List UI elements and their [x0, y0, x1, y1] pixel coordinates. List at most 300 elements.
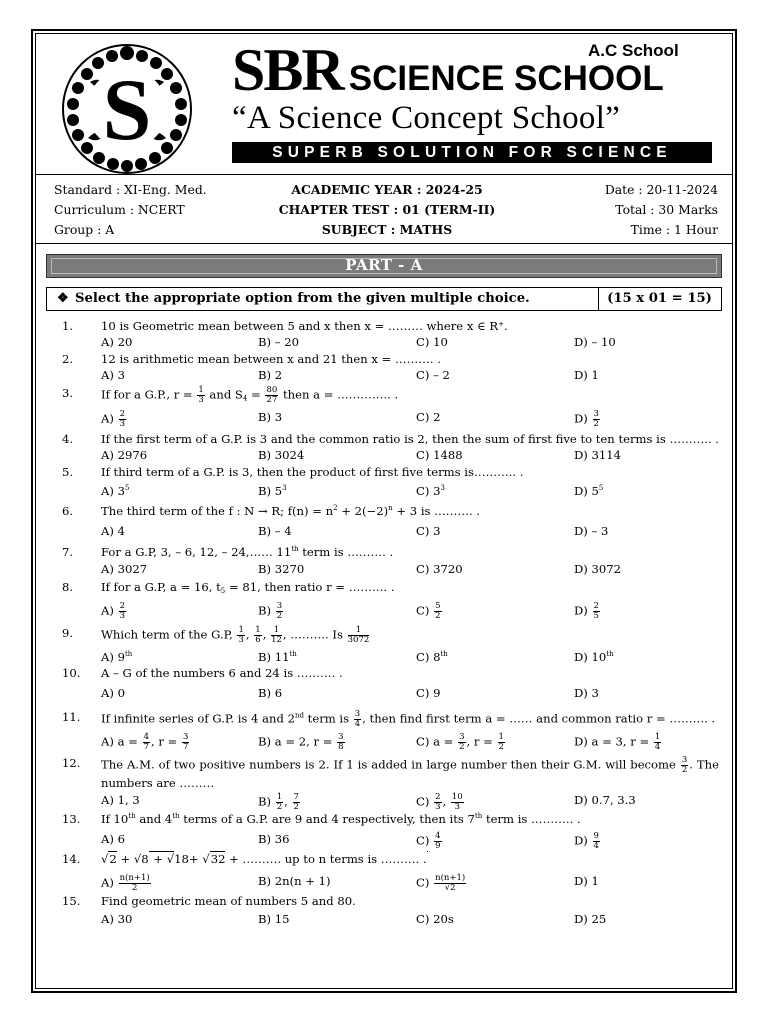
- text-run: A) 1, 3: [101, 793, 140, 807]
- option-text: B) 15: [258, 912, 290, 926]
- fraction-numerator: 3: [593, 409, 599, 419]
- fraction-numerator: 3: [681, 755, 688, 765]
- total-marks: Total : 30 Marks: [615, 202, 718, 217]
- text-run: D): [574, 603, 592, 618]
- text-run: ,: [245, 627, 254, 642]
- text-run: ,: [442, 794, 450, 809]
- fraction-numerator: 9: [593, 831, 599, 841]
- superscript: 3: [440, 484, 445, 492]
- answer-option: [574, 368, 599, 382]
- fraction: [271, 626, 282, 645]
- option-text: B) 3024: [258, 448, 305, 462]
- fraction-numerator: 3: [183, 732, 189, 742]
- answer-option: [416, 562, 463, 576]
- question-number: 12.: [62, 756, 81, 770]
- superscript: 5: [124, 484, 130, 492]
- square-root: [101, 852, 117, 866]
- superscript: th: [291, 545, 299, 553]
- fraction-numerator: 3: [338, 732, 344, 742]
- fraction: [276, 602, 283, 621]
- part-a-bar: [46, 254, 722, 278]
- exam-time: Time : 1 Hour: [630, 222, 718, 237]
- fraction-numerator: 3: [354, 709, 361, 719]
- instruction-text: Select the appropriate option from the given multiple choice.: [75, 291, 530, 306]
- fraction-denominator: 2: [498, 742, 504, 752]
- diamond-bullet-icon: ❖: [57, 291, 69, 306]
- text-run: term is ………. .: [298, 545, 394, 559]
- school-title: [232, 37, 664, 109]
- text-run: D): [574, 411, 592, 426]
- fraction-numerator: 2: [435, 792, 441, 802]
- option-text: D) 10: [574, 650, 607, 664]
- text-run: then a = ………….. .: [279, 387, 399, 402]
- option-text: B) 6: [258, 686, 283, 700]
- question-text: [101, 852, 428, 866]
- fraction: [348, 626, 370, 645]
- option-text: D) 25: [574, 912, 607, 926]
- fraction: [434, 602, 441, 621]
- text-run: + 2(−2): [337, 504, 389, 518]
- answer-option: [101, 562, 147, 576]
- option-text: B) 2: [258, 368, 283, 382]
- school-logo: [60, 42, 194, 176]
- fraction: [593, 832, 600, 851]
- text-run: A): [101, 875, 118, 890]
- question-text: [101, 812, 581, 826]
- answer-option: [416, 602, 443, 621]
- option-text: C) 1488: [416, 448, 463, 462]
- answer-option: [258, 368, 282, 382]
- fraction: [681, 756, 688, 775]
- fraction-denominator: 3: [198, 395, 204, 405]
- answer-option: [574, 562, 621, 576]
- answer-option: [101, 650, 132, 664]
- fraction: [434, 874, 466, 893]
- option-text: C) 9: [416, 686, 441, 700]
- answer-option: [101, 448, 147, 462]
- fraction-denominator: 2: [131, 883, 138, 893]
- option-text: B) 11: [258, 650, 290, 664]
- text-run: B) 36: [258, 832, 290, 846]
- answer-option: [258, 650, 297, 664]
- fraction-denominator: 2: [459, 742, 465, 752]
- text-run: C) 2: [416, 410, 441, 424]
- text-run: + ………. up to n terms is ………. .: [225, 852, 427, 866]
- text-run: If for a G.P., r =: [101, 387, 197, 402]
- group-label: Group : A: [54, 222, 115, 237]
- text-run: and S: [205, 387, 243, 402]
- text-run: + √: [116, 852, 142, 866]
- question-number: 2.: [62, 352, 74, 366]
- fraction-numerator: 2: [593, 601, 599, 611]
- answer-option: [258, 602, 284, 621]
- fraction: [593, 410, 600, 429]
- header-divider: [36, 174, 732, 175]
- section-marks: (15 x 01 = 15): [607, 291, 712, 306]
- option-text: C) 3720: [416, 562, 463, 576]
- fraction: [293, 793, 300, 812]
- fraction-numerator: 1: [654, 732, 661, 742]
- option-text: A) 20: [101, 335, 133, 349]
- answer-option: [101, 410, 127, 429]
- instruction-box: [46, 287, 722, 311]
- text-run: If infinite series of G.P. is 4 and 2: [101, 711, 295, 726]
- answer-option: [416, 793, 465, 812]
- text-run: A) a =: [101, 734, 142, 749]
- question-number: 15.: [62, 894, 81, 908]
- fraction-numerator: 3: [276, 601, 283, 611]
- answer-option: [258, 686, 282, 700]
- answer-option: [574, 793, 636, 807]
- fraction-numerator: 2: [119, 601, 126, 611]
- question-text: [101, 580, 395, 594]
- text-run: If 10: [101, 812, 129, 826]
- fraction-denominator: 2: [276, 611, 283, 621]
- fraction: [337, 733, 344, 752]
- superscript: n: [388, 504, 393, 512]
- superscript: nd: [294, 711, 304, 720]
- answer-option: [101, 793, 140, 807]
- fraction: [451, 793, 464, 812]
- answer-option: [574, 410, 601, 429]
- option-text: D) – 10: [574, 335, 616, 349]
- question-number: 11.: [62, 710, 81, 724]
- fraction: [254, 626, 261, 645]
- answer-option: [416, 448, 463, 462]
- question-text: 10 is Geometric mean between 5 and x then x = ……… where x ∈ R⁺.: [101, 319, 508, 333]
- fraction-numerator: 1: [198, 385, 204, 395]
- superscript: 5: [598, 484, 604, 492]
- question-number: 3.: [62, 386, 74, 400]
- option-text: A) 9: [101, 650, 125, 664]
- text-run: C): [416, 833, 434, 848]
- school-tagline: “A Science Concept School”: [232, 100, 621, 136]
- sqrt-symbol: √: [101, 852, 109, 866]
- option-text: C) 3: [416, 524, 441, 538]
- text-run: + 3 is ………. .: [392, 504, 480, 518]
- fraction-numerator: 5: [435, 601, 441, 611]
- option-text: A) 30: [101, 912, 133, 926]
- question-text: [101, 626, 370, 645]
- question-text: [101, 545, 393, 559]
- fraction: [265, 386, 278, 405]
- option-text: A) 0: [101, 686, 125, 700]
- text-run: , r =: [151, 734, 181, 749]
- answer-option: [258, 874, 331, 888]
- text-run: B) a = 2, r =: [258, 734, 337, 749]
- text-run: C) a =: [416, 734, 458, 749]
- text-run: D) a = 3, r =: [574, 734, 653, 749]
- question-number: 7.: [62, 545, 74, 559]
- fraction-denominator: 2: [435, 611, 441, 621]
- question-number: 13.: [62, 812, 81, 826]
- answer-option: [416, 410, 440, 424]
- square-root: [189, 852, 226, 866]
- fraction: [498, 733, 505, 752]
- superscript: 3: [282, 484, 287, 492]
- answer-option: [416, 832, 443, 851]
- text-run: C): [416, 794, 434, 809]
- svg-text:S: S: [102, 62, 152, 159]
- question-number: 14.: [62, 852, 81, 866]
- option-text: D) 1: [574, 368, 599, 382]
- option-text: D) – 3: [574, 524, 609, 538]
- fraction-denominator: 2: [681, 765, 688, 775]
- text-run: Which term of the G.P,: [101, 627, 237, 642]
- text-run: =: [247, 387, 265, 402]
- text-run: term is: [303, 711, 353, 726]
- fraction: [197, 386, 204, 405]
- fraction-denominator: 3: [238, 635, 244, 645]
- option-text: C) 10: [416, 335, 448, 349]
- text-run: D): [574, 833, 592, 848]
- school-short-name: SBR: [232, 37, 343, 103]
- option-text: B) – 20: [258, 335, 299, 349]
- text-run: = 81, then ratio r = ………. .: [225, 580, 395, 594]
- fraction-denominator: 12: [271, 635, 282, 645]
- text-run: , ………. Is: [282, 627, 347, 642]
- answer-option: [416, 368, 450, 382]
- answer-option: [574, 912, 606, 926]
- text-run: For a G.P, 3, – 6, 12, – 24,…… 11: [101, 545, 292, 559]
- fraction: [182, 733, 189, 752]
- standard-label: Standard : XI-Eng. Med.: [54, 182, 207, 197]
- fraction-numerator: 3: [459, 732, 465, 742]
- option-text: C) 3: [416, 484, 441, 498]
- text-run: The A.M. of two positive numbers is 2. If 1 is added in large number then their G.M. will become: [101, 757, 680, 772]
- fraction-denominator: 27: [266, 395, 278, 405]
- fraction-numerator: 1: [348, 626, 370, 636]
- answer-option: [101, 832, 125, 846]
- superscript: th: [128, 812, 136, 820]
- option-text: A) 3: [101, 484, 125, 498]
- answer-option: [574, 874, 599, 888]
- text-run: D) 0.7, 3.3: [574, 793, 636, 807]
- question-number: 1.: [62, 319, 74, 333]
- text-run: B) 3: [258, 410, 283, 424]
- curriculum-label: Curriculum : NCERT: [54, 202, 185, 217]
- answer-option: [101, 335, 132, 349]
- question-text: [101, 386, 398, 405]
- question-number: 4.: [62, 432, 74, 446]
- question-number: 8.: [62, 580, 74, 594]
- subscript: 5: [220, 587, 226, 595]
- answer-option: [101, 686, 125, 700]
- answer-option: [258, 832, 289, 846]
- fraction-denominator: 3: [119, 419, 126, 429]
- fraction: [143, 733, 150, 752]
- fraction-numerator: 4: [435, 831, 441, 841]
- answer-option: [416, 484, 445, 498]
- question-text: [101, 756, 719, 792]
- square-root: [427, 852, 428, 866]
- text-run: ,: [262, 627, 271, 642]
- info-divider: [36, 243, 732, 244]
- answer-option: [574, 335, 616, 349]
- answer-option: [416, 874, 467, 893]
- answer-option: [416, 650, 448, 664]
- fraction-denominator: 7: [143, 742, 149, 752]
- text-run: If for a G.P, a = 16, t: [101, 580, 221, 594]
- text-run: and 4: [135, 812, 173, 826]
- superscript: th: [474, 812, 483, 820]
- question-number: 6.: [62, 504, 74, 518]
- option-text: B) – 4: [258, 524, 292, 538]
- text-run: A): [101, 603, 118, 618]
- option-text: D) 3: [574, 686, 599, 700]
- fraction-denominator: 3: [454, 802, 461, 812]
- branch-name: A.C School: [588, 41, 679, 60]
- fraction-denominator: 2: [293, 802, 299, 812]
- fraction-numerator: 1: [238, 625, 244, 635]
- exam-date: Date : 20-11-2024: [604, 182, 718, 197]
- text-run: B) 2n(n + 1): [258, 874, 331, 888]
- question-text: If third term of a G.P. is 3, then the product of first five terms is……….. .: [101, 465, 524, 479]
- sqrt-symbol: 8: [141, 852, 149, 866]
- fraction-denominator: 6: [255, 635, 261, 645]
- fraction: [237, 626, 244, 645]
- answer-option: [574, 686, 599, 700]
- school-name-rest: SCIENCE SCHOOL: [348, 59, 664, 98]
- fraction-denominator: 3: [435, 802, 441, 812]
- text-run: , then find first term a = …… and common ratio r = ………. .: [362, 711, 716, 726]
- sqrt-radicand: + √: [149, 852, 175, 866]
- answer-option: [574, 650, 614, 664]
- text-run: C): [416, 603, 434, 618]
- question-text: [101, 504, 480, 518]
- question-text: A – G of the numbers 6 and 24 is ………. .: [101, 666, 343, 680]
- answer-option: [258, 912, 289, 926]
- fraction: [119, 602, 126, 621]
- text-run: B): [258, 794, 275, 809]
- answer-option: [416, 912, 454, 926]
- subscript: 4: [242, 394, 248, 403]
- option-text: D) 3072: [574, 562, 622, 576]
- option-text: B) 3270: [258, 562, 305, 576]
- answer-option: [258, 793, 301, 812]
- option-text: A) 3: [101, 368, 125, 382]
- superscript: th: [172, 812, 180, 820]
- fraction-denominator: 2: [593, 419, 599, 429]
- fraction: [434, 832, 441, 851]
- text-run: terms of a G.P. are 9 and 4 respectively, then its 7: [179, 812, 475, 826]
- fraction: [654, 733, 661, 752]
- answer-option: [574, 524, 608, 538]
- text-run: A) 6: [101, 832, 125, 846]
- text-run: C): [416, 875, 434, 890]
- fraction-denominator: 5: [593, 611, 599, 621]
- sqrt-radicand: 2: [109, 852, 117, 866]
- superscript: th: [440, 650, 448, 658]
- question-text: [101, 710, 715, 729]
- text-run: A): [101, 411, 118, 426]
- fraction-denominator: √2: [444, 883, 456, 893]
- answer-option: [101, 524, 125, 538]
- option-text: C) 8: [416, 650, 441, 664]
- fraction: [593, 602, 600, 621]
- option-text: A) 4: [101, 524, 125, 538]
- answer-option: [258, 448, 304, 462]
- text-run: D) 1: [574, 874, 599, 888]
- answer-option: [574, 733, 662, 752]
- question-number: 5.: [62, 465, 74, 479]
- answer-option: [101, 874, 152, 893]
- fraction-denominator: 9: [435, 841, 441, 851]
- answer-option: [258, 410, 282, 424]
- fraction-numerator: n(n+1): [119, 873, 150, 883]
- question-text: 12 is arithmetic mean between x and 21 then x = ………. .: [101, 352, 441, 366]
- option-text: D) 3114: [574, 448, 622, 462]
- fraction-numerator: 1: [498, 732, 504, 742]
- option-text: A) 3027: [101, 562, 148, 576]
- superscript: 2: [333, 504, 338, 512]
- school-banner: SUPERB SOLUTION FOR SCIENCE: [232, 142, 712, 163]
- fraction: [354, 710, 361, 729]
- answer-option: [258, 524, 292, 538]
- fraction: [119, 874, 151, 893]
- question-text: If the first term of a G.P. is 3 and the common ratio is 2, then the sum of first five to ten terms is ……….. .: [101, 432, 719, 446]
- fraction: [458, 733, 465, 752]
- answer-option: [101, 368, 125, 382]
- answer-option: [101, 484, 129, 498]
- sqrt-symbol: + √: [188, 852, 210, 866]
- sqrt-radicand: 32: [210, 852, 226, 866]
- text-run: ,: [284, 794, 292, 809]
- fraction-denominator: 3072: [347, 635, 370, 645]
- text-run: term is ……….. .: [482, 812, 581, 826]
- fraction-denominator: 4: [593, 841, 599, 851]
- fraction-denominator: 8: [338, 742, 344, 752]
- fraction-denominator: 4: [654, 742, 661, 752]
- fraction-numerator: 1: [276, 792, 283, 802]
- option-text: D) 5: [574, 484, 599, 498]
- answer-option: [258, 335, 299, 349]
- fraction-denominator: 7: [183, 742, 189, 752]
- academic-year: ACADEMIC YEAR : 2024-25: [291, 182, 483, 197]
- chapter-test: CHAPTER TEST : 01 (TERM-II): [278, 202, 496, 217]
- question-text: Find geometric mean of numbers 5 and 80.: [101, 894, 356, 908]
- fraction-denominator: 4: [354, 719, 361, 729]
- text-run: 18: [174, 852, 189, 866]
- fraction-numerator: n(n+1): [435, 873, 466, 883]
- fraction-denominator: 2: [276, 802, 283, 812]
- superscript: th: [606, 650, 614, 658]
- square-root: [141, 852, 174, 866]
- question-number: 10.: [62, 666, 81, 680]
- fraction-numerator: 4: [143, 732, 149, 742]
- answer-option: [101, 602, 127, 621]
- text-run: . The numbers are ………: [101, 757, 719, 790]
- answer-option: [574, 832, 601, 851]
- answer-option: [101, 733, 190, 752]
- fraction-numerator: 80: [266, 385, 278, 395]
- answer-option: [416, 686, 440, 700]
- fraction: [119, 410, 126, 429]
- superscript: th: [124, 650, 133, 658]
- answer-option: [258, 733, 346, 752]
- option-text: C) – 2: [416, 368, 450, 382]
- fraction-numerator: 1: [255, 625, 261, 635]
- subject: SUBJECT : MATHS: [321, 222, 453, 237]
- text-run: , r =: [466, 734, 497, 749]
- answer-option: [101, 912, 132, 926]
- answer-option: [416, 524, 440, 538]
- option-text: B) 5: [258, 484, 283, 498]
- answer-option: [258, 484, 287, 498]
- fraction: [276, 793, 283, 812]
- answer-option: [258, 562, 304, 576]
- answer-option: [416, 335, 448, 349]
